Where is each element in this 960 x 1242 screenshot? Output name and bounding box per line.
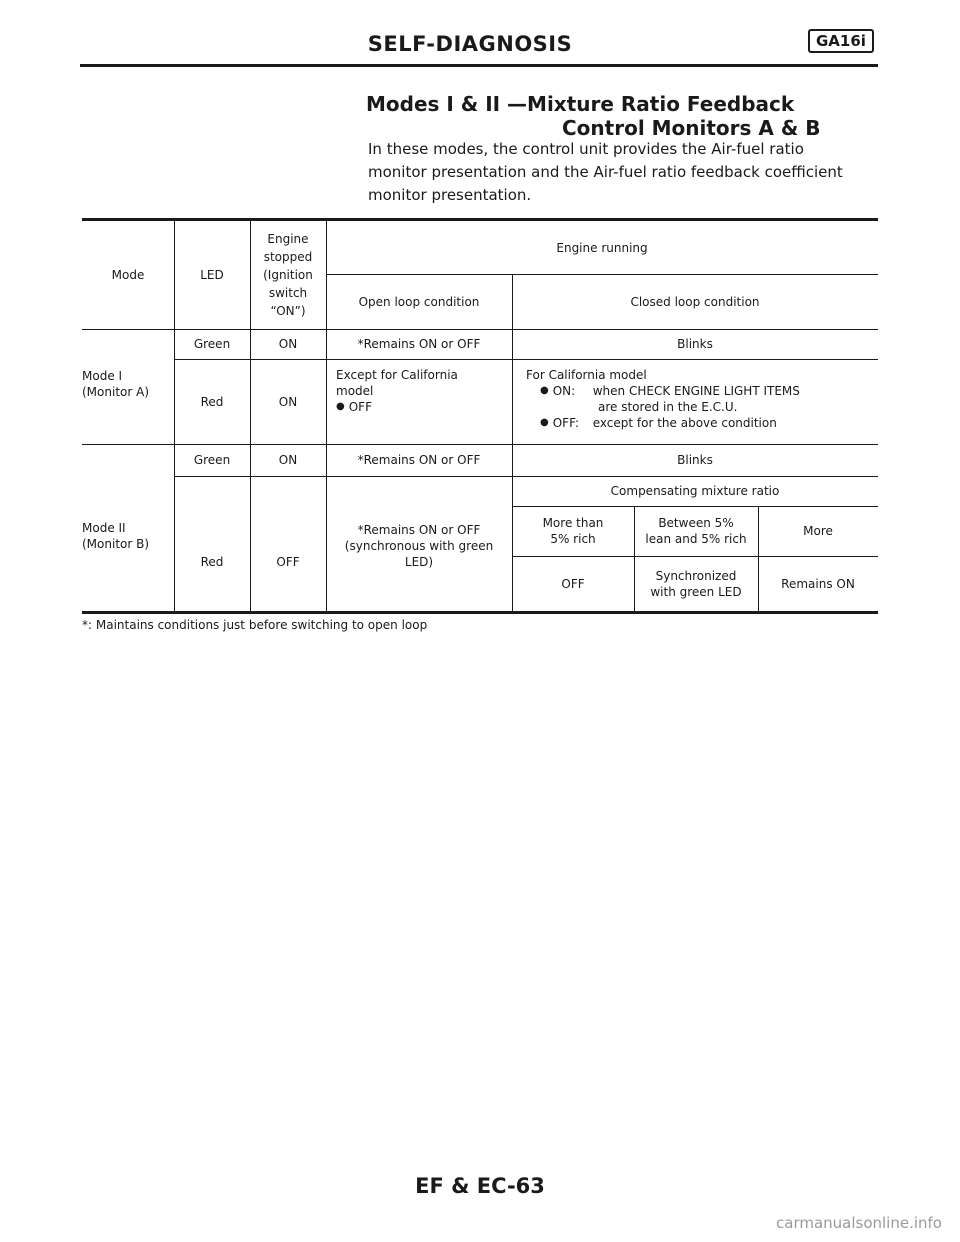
mode1-green-stopped: ON — [278, 337, 298, 351]
bullet-icon: ● — [540, 417, 549, 428]
mode1-red-led: Red — [200, 394, 224, 409]
bullet-icon: ● — [540, 385, 549, 396]
header-led: LED — [200, 268, 224, 282]
between-value — [634, 556, 758, 611]
mode1-green-open: *Remains ON or OFF — [357, 337, 481, 351]
mode-label-line: Mode I — [82, 369, 123, 383]
cell-line: Synchronized — [655, 568, 737, 583]
cell-line: For California model — [526, 368, 647, 382]
bullet-line — [336, 399, 372, 415]
mode2-green-led: Green — [193, 453, 231, 467]
mode-label-line: Mode II — [82, 521, 126, 535]
mode1-red-open — [336, 367, 508, 437]
header-line: Engine — [267, 232, 309, 246]
header-open-loop: Open loop condition — [358, 294, 480, 309]
header-closed-loop: Closed loop condition — [630, 294, 760, 309]
more-header: More — [803, 524, 833, 538]
mode2-red-open — [326, 511, 512, 581]
header-engine-stopped — [250, 225, 326, 325]
bullet-icon: ● — [336, 401, 345, 412]
mode2-green-closed: Blinks — [677, 453, 713, 467]
engine-badge: GA16i — [808, 29, 874, 53]
cell-line: with green LED — [650, 584, 742, 599]
cell-line: OFF — [348, 400, 372, 414]
cell-line: (synchronous with green — [344, 539, 494, 553]
bullet-key: ON: — [552, 384, 576, 398]
intro-paragraph — [368, 138, 883, 207]
header-line: stopped — [263, 250, 313, 264]
mode1-green-closed: Blinks — [677, 337, 713, 351]
page-title: SELF-DIAGNOSIS — [367, 32, 573, 56]
mode2-green-stopped: ON — [278, 453, 298, 467]
header-mode: Mode — [111, 268, 145, 282]
watermark: carmanualsonline.info — [776, 1214, 942, 1232]
more-than-rich-header — [512, 506, 634, 556]
cell-line: LED) — [404, 555, 434, 569]
cell-line: 5% rich — [550, 532, 596, 546]
intro-line: In these modes, the control unit provides the Air-fuel ratio — [368, 140, 804, 158]
cell-line: lean and 5% rich — [645, 532, 747, 546]
bullet-line — [526, 415, 777, 431]
cell-line: Except for California — [336, 368, 458, 382]
more-value: Remains ON — [781, 576, 855, 591]
mode1-label — [82, 359, 174, 409]
mode-table — [82, 218, 878, 614]
header-line: (Ignition — [263, 268, 313, 282]
cell-line: when CHECK ENGINE LIGHT ITEMS — [592, 384, 800, 398]
page-number: EF & EC-63 — [415, 1174, 545, 1198]
intro-line: monitor presentation. — [368, 186, 532, 204]
continuation-line — [526, 399, 737, 415]
section-title-line1: Modes I & II —Mixture Ratio Feedback — [366, 92, 795, 116]
mode1-green-led: Green — [193, 337, 231, 351]
bullet-line — [526, 383, 800, 399]
mode-label-line: (Monitor A) — [82, 385, 150, 399]
intro-line: monitor presentation and the Air-fuel ratio feedback coefficient — [368, 163, 843, 181]
header-line: “ON”) — [270, 304, 306, 318]
section-title-line2: Control Monitors A & B — [562, 116, 821, 140]
mode2-label — [82, 511, 174, 561]
header-engine-running: Engine running — [556, 240, 648, 255]
cell-line: *Remains ON or OFF — [357, 523, 481, 537]
cell-line: are stored in the E.C.U. — [598, 400, 738, 414]
cell-line: Between 5% — [658, 516, 734, 530]
cell-line: model — [336, 384, 374, 398]
rich-value: OFF — [561, 576, 585, 591]
mode1-red-closed — [526, 367, 876, 441]
mode2-green-open: *Remains ON or OFF — [357, 453, 481, 467]
mode2-red-stopped: OFF — [276, 554, 300, 569]
compensating-header: Compensating mixture ratio — [610, 484, 780, 498]
mode2-red-led: Red — [200, 554, 224, 569]
cell-line: More than — [542, 516, 604, 530]
mode1-red-stopped: ON — [278, 394, 298, 409]
bullet-key: OFF: — [552, 416, 580, 430]
cell-line: except for the above condition — [592, 416, 777, 430]
mode-label-line: (Monitor B) — [82, 537, 150, 551]
header-rule — [80, 64, 878, 67]
header-line: switch — [268, 286, 308, 300]
between-header — [634, 506, 758, 556]
table-footnote: *: Maintains conditions just before switching to open loop — [82, 618, 428, 632]
